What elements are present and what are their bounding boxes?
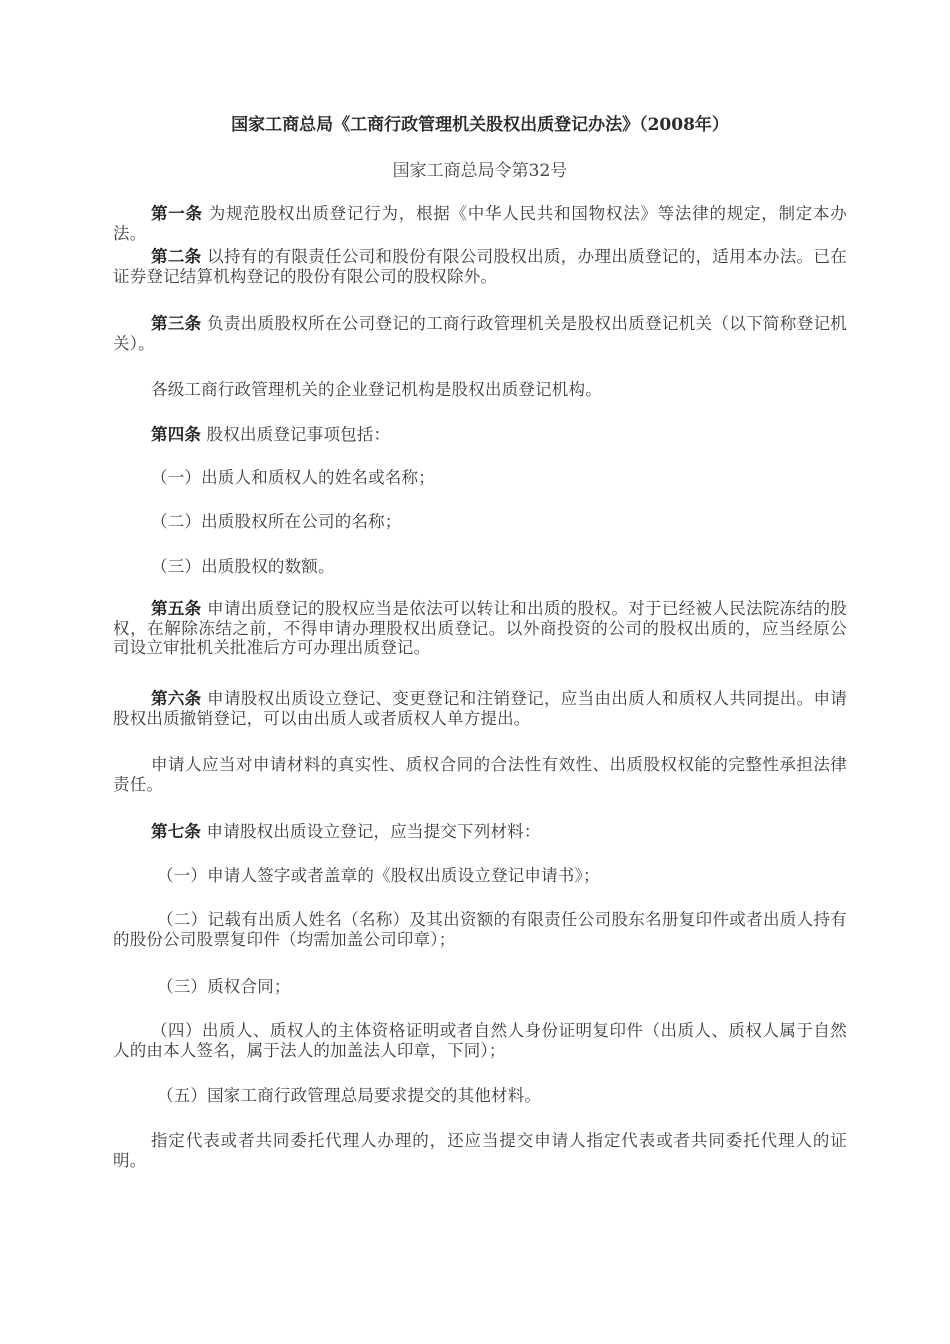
article-text: 为规范股权出质登记行为，根据《中华人民共和国物权法》等法律的规定，制定本办法。 bbox=[113, 204, 847, 243]
article-label: 第一条 bbox=[151, 204, 203, 223]
list-item: （一）申请人签字或者盖章的《股权出质设立登记申请书》； bbox=[157, 866, 600, 885]
article-2 bbox=[113, 247, 847, 286]
article-label: 第二条 bbox=[151, 247, 202, 266]
list-item: （一）出质人和质权人的姓名或名称； bbox=[151, 468, 435, 487]
article-label: 第五条 bbox=[151, 599, 202, 618]
article-5 bbox=[113, 599, 847, 658]
list-item: （三）出质股权的数额。 bbox=[151, 557, 335, 576]
article-label: 第六条 bbox=[151, 689, 202, 708]
article-7 bbox=[113, 822, 847, 842]
article-1 bbox=[113, 204, 847, 243]
article-text: 以持有的有限责任公司和股份有限公司股权出质，办理出质登记的，适用本办法。已在证券登记结算机构登记的股份有限公司的股权除外。 bbox=[113, 247, 847, 286]
article-label: 第四条 bbox=[151, 425, 202, 444]
article-3 bbox=[113, 314, 847, 353]
list-item: （二）记载有出质人姓名（名称）及其出资额的有限责任公司股东名册复印件或者出质人持有的股份公司股票复印件（均需加盖公司印章）； bbox=[113, 910, 847, 949]
list-item: （四）出质人、质权人的主体资格证明或者自然人身份证明复印件（出质人、质权人属于自然人的由本人签名，属于法人的加盖法人印章，下同）； bbox=[113, 1021, 847, 1060]
list-item: （五）国家工商行政管理总局要求提交的其他材料。 bbox=[157, 1086, 542, 1105]
article-text: 股权出质登记事项包括： bbox=[201, 425, 391, 444]
article-label: 第七条 bbox=[151, 822, 202, 841]
paragraph: 指定代表或者共同委托代理人办理的，还应当提交申请人指定代表或者共同委托代理人的证明。 bbox=[113, 1131, 847, 1170]
article-label: 第三条 bbox=[151, 314, 202, 333]
article-text: 申请股权出质设立登记，应当提交下列材料： bbox=[201, 822, 541, 841]
article-6 bbox=[113, 689, 847, 728]
list-item: （二）出质股权所在公司的名称； bbox=[151, 512, 402, 531]
paragraph: 各级工商行政管理机关的企业登记机构是股权出质登记机构。 bbox=[151, 380, 602, 399]
article-text: 申请股权出质设立登记、变更登记和注销登记，应当由出质人和质权人共同提出。申请股权出质撤销登记，可以由出质人或者质权人单方提出。 bbox=[113, 689, 847, 728]
article-text: 负责出质股权所在公司登记的工商行政管理机关是股权出质登记机关（以下简称登记机关）。 bbox=[113, 314, 847, 353]
paragraph: 申请人应当对申请材料的真实性、质权合同的合法性有效性、出质股权权能的完整性承担法律责任。 bbox=[113, 755, 847, 794]
document-subtitle: 国家工商总局令第32号 bbox=[392, 161, 568, 181]
article-text: 申请出质登记的股权应当是依法可以转让和出质的股权。对于已经被人民法院冻结的股权，在解除冻结之前，不得申请办理股权出质登记。以外商投资的公司的股权出质的，应当经原公司设立审批机关批准后方可办理出质登记。 bbox=[113, 599, 847, 657]
document-title: 国家工商总局《工商行政管理机关股权出质登记办法》（2008年） bbox=[231, 115, 729, 135]
list-item: （三）质权合同； bbox=[157, 977, 291, 996]
article-4 bbox=[113, 425, 847, 445]
